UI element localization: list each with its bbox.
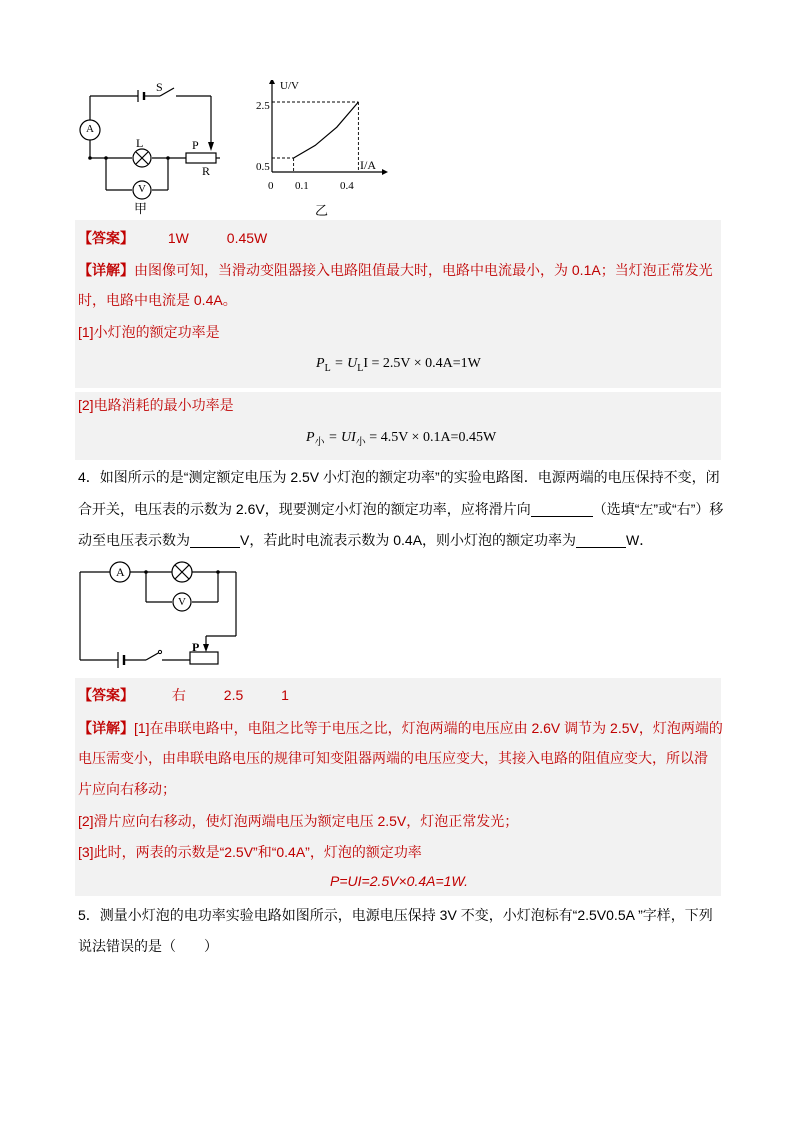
q4-answer-1: 右: [171, 687, 186, 703]
q4-fig-ammeter-label: A: [116, 565, 125, 579]
q3-f1-u: U: [347, 356, 358, 371]
jia-lamp-label: L: [136, 136, 144, 150]
q3-formula2: [306, 430, 496, 448]
q3-answer-1: 1W: [167, 230, 189, 246]
q4-line3: [78, 531, 653, 549]
q3-answer-2: 0.45W: [226, 230, 268, 246]
q4-answer-label: 【答案】: [78, 687, 134, 703]
q3-f1-p: P: [316, 356, 325, 371]
circuit-figure-jia: [78, 78, 228, 218]
q4-detail-text1: [1]在串联电路中，电阻之比等于电压之比，灯泡两端的电压应由 2.6V 调节为 2.5V，灯泡两端的: [134, 720, 723, 736]
q4-detail-formula: P=UI=2.5V×0.4A=1W.: [330, 873, 469, 889]
q5-line1: 5．测量小灯泡的电功率实验电路如图所示，电源电压保持 3V 不变，小灯泡标有“2.5V0.5A ”字样，下列: [78, 907, 713, 923]
yi-x-axis-label: I/A: [360, 158, 376, 172]
q3-formula1: $P_L = U_LI = 2.5V \times 0.4A=1W$: [316, 356, 481, 374]
q3-detail-label: 【详解】: [78, 262, 134, 278]
q3-box-separator: [75, 388, 721, 392]
q4-detail-label: 【详解】: [78, 720, 134, 736]
q4-line3b: V，若此时电流表示数为 0.4A，则小灯泡的额定功率为: [240, 532, 577, 548]
jia-slider-label: P: [192, 138, 199, 152]
yi-x-tick-0-1: 0.1: [295, 180, 309, 192]
q4-detail-line3: 片应向右移动；: [78, 781, 176, 797]
q3-detail-line2: 时，电路中电流是 0.4A。: [78, 292, 237, 308]
q4-line2a: 合开关，电压表的示数为 2.6V，现要测定小灯泡的额定功率，应将滑片向: [78, 501, 531, 517]
yi-y-axis-label: U/V: [280, 80, 299, 92]
q3-answer-line: [78, 229, 267, 247]
yi-y-tick-0-5: 0.5: [256, 161, 270, 173]
q4-fig-slider-label: P: [192, 640, 200, 654]
q4-line2: [78, 500, 723, 518]
yi-caption: 乙: [315, 203, 329, 218]
jia-resistor-label: R: [202, 164, 211, 178]
q4-line3c: W．: [626, 532, 654, 548]
q3-detail-text1: 由图像可知，当滑动变阻器接入电路阻值最大时，电路中电流最小，为 0.1A；当灯泡正常发光: [134, 262, 713, 278]
q4-blank-2[interactable]: [190, 533, 240, 548]
q4-fig-voltmeter-label: V: [178, 596, 186, 608]
q4-blank-1[interactable]: [531, 502, 593, 517]
q3-answer-label: 【答案】: [78, 230, 134, 246]
q3-f2-psub: 小: [314, 437, 325, 448]
q4-line2b: （选填“左”或“右”）移: [592, 501, 724, 517]
yi-x-tick-0-4: 0.4: [340, 180, 354, 192]
q3-f1-rest: I = 2.5V × 0.4A=1W: [363, 356, 481, 371]
q3-detail-line1: [78, 261, 713, 279]
q3-f2-mid: = UI: [324, 430, 356, 445]
q4-line3a: 动至电压表示数为: [78, 532, 190, 548]
q4-detail-line1: [78, 719, 723, 737]
q4-detail-line5: [3]此时，两表的示数是“2.5V”和“0.4A”，灯泡的额定功率: [78, 844, 422, 860]
jia-caption: 甲: [134, 201, 148, 216]
q4-blank-3[interactable]: [576, 533, 626, 548]
q3-f2-p: P: [306, 430, 315, 445]
q4-answer-line: [78, 686, 289, 704]
q3-f1-usub: L: [357, 363, 364, 374]
q4-answer-2: 2.5: [223, 687, 244, 703]
yi-origin-label: 0: [268, 180, 274, 192]
q4-line1: 4．如图所示的是“测定额定电压为 2.5V 小灯泡的额定功率”的实验电路图．电源两端的电压保持不变，闭: [78, 469, 720, 485]
q3-step2: [2]电路消耗的最小功率是: [78, 397, 234, 413]
q3-f1-psub: L: [324, 363, 331, 374]
q4-answer-3: 1: [281, 687, 289, 703]
q3-f2-rest: = 4.5V × 0.1A=0.45W: [365, 430, 497, 445]
q4-circuit-figure: [76, 560, 246, 670]
jia-ammeter-label: A: [86, 123, 94, 135]
q3-step1: [1]小灯泡的额定功率是: [78, 324, 220, 340]
jia-voltmeter-label: V: [138, 183, 146, 195]
ui-curve: [294, 102, 359, 158]
yi-y-tick-2-5: 2.5: [256, 100, 270, 112]
q3-f2-isub: 小: [355, 437, 366, 448]
yi-x-arrow: [382, 169, 388, 175]
q4-detail-line4: [2]滑片应向右移动，使灯泡两端电压为额定电压 2.5V，灯泡正常发光；: [78, 813, 519, 829]
q4-detail-line2: 电压需变小，由串联电路电压的规律可知变阻器两端的电压应变大，其接入电路的阻值应变大，所以滑: [78, 750, 708, 766]
q5-line2: 说法错误的是（ ）: [78, 938, 218, 954]
yi-y-arrow: [269, 80, 275, 84]
jia-switch-label: S: [156, 80, 163, 94]
